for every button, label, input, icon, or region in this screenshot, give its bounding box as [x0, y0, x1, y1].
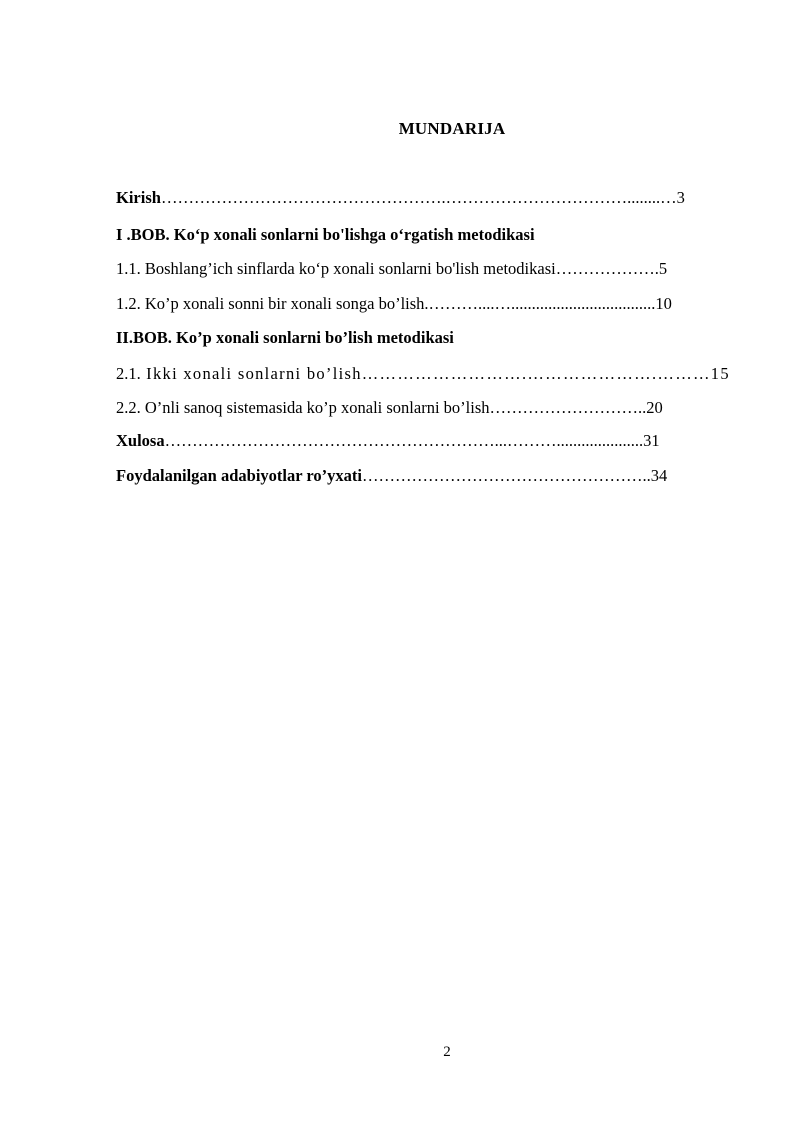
- toc-entry-adabiyotlar: [116, 466, 667, 486]
- toc-entry-2-2: 2.2. O’nli sanoq sistemasida ko’p xonali sonlarni bo’lish………………………..20: [116, 398, 663, 417]
- toc-entry-1-2: 1.2. Ko’p xonali sonni bir xonali songa bo’lish.………....…...................................10: [116, 294, 672, 313]
- toc-entry-leader: ……………………………………………..34: [362, 466, 668, 485]
- toc-entry-leader: ……………………………………………………...……….....................31: [164, 431, 660, 450]
- toc-entry-label: Foydalanilgan adabiyotlar ro’yxati: [116, 466, 363, 485]
- toc-entry-xulosa: [116, 431, 660, 451]
- toc-chapter-heading-1: I .BOB. Ko‘p xonali sonlarni bo'lishga o‘rgatish metodikasi: [116, 225, 535, 244]
- page-number: 2: [443, 1044, 451, 1060]
- page-title: MUNDARIJA: [398, 119, 506, 138]
- toc-entry-kirish: [116, 188, 685, 208]
- toc-entry-text: Ikki xonali sonlarni bo’lish……………………….………………….………15: [140, 364, 730, 383]
- toc-entry-1-1: 1.1. Boshlang’ich sinflarda ko‘p xonali sonlarni bo'lish metodikasi……………….5: [116, 259, 668, 278]
- toc-entry-label: Kirish: [116, 188, 161, 207]
- toc-chapter-heading-2: II.BOB. Ko’p xonali sonlarni bo’lish metodikasi: [116, 328, 454, 347]
- toc-entry-label: Xulosa: [116, 431, 165, 450]
- toc-entry-2-1: [116, 364, 730, 384]
- toc-entry-number: 2.1.: [116, 364, 141, 383]
- toc-entry-leader: …………………………………………….……………………………........…3: [160, 188, 685, 207]
